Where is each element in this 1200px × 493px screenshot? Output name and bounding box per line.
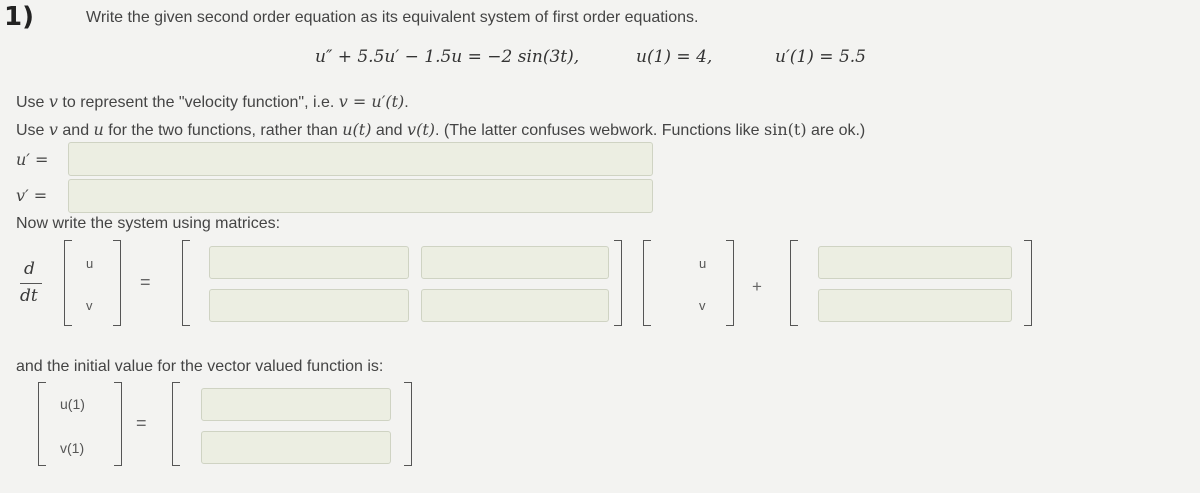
matrix-a-bracket-open [182,240,190,326]
v-prime-input[interactable] [68,179,653,213]
vector-u-label-2: u [699,256,707,271]
differential-equation: u″ + 5.5u′ − 1.5u = −2 sin(3t), [315,47,580,67]
matrix-intro: Now write the system using matrices: [16,215,281,232]
forcing-2-input[interactable] [818,289,1012,322]
initial-vector-bracket-close [114,382,122,466]
matrix-a-bracket-close [614,240,622,326]
matrix-a-21-input[interactable] [209,289,409,322]
initial-value-bracket-open [172,382,180,466]
instruction-functions: Use v and u for the two functions, rather than u(t) and v(t). (The latter confuses webwork. Functions like sin(t) are ok.) [16,120,866,139]
initial-value-intro: and the initial value for the vector valued function is: [16,358,384,375]
right-vector-bracket-open [643,240,651,326]
vector-v-label: v [86,298,93,313]
derivative-numerator: d [24,259,35,279]
question-prompt: Write the given second order equation as its equivalent system of first order equations. [86,9,699,26]
left-vector-bracket-close [113,240,121,326]
initial-condition-u: u(1) = 4, [636,47,713,67]
instruction-velocity: Use v to represent the "velocity function", i.e. v = u′(t). [16,92,409,111]
v-prime-label: v′ = [16,186,48,205]
matrix-a-12-input[interactable] [421,246,609,279]
u-prime-label: u′ = [16,150,49,169]
question-number: 1) [4,2,34,32]
initial-value-1-input[interactable] [201,388,391,421]
initial-value-bracket-close [404,382,412,466]
matrix-equals-sign: = [140,272,151,292]
vector-v-label-2: v [699,298,706,313]
forcing-vector-bracket-open [790,240,798,326]
forcing-vector-bracket-close [1024,240,1032,326]
matrix-a-22-input[interactable] [421,289,609,322]
vector-u-label: u [86,256,94,271]
initial-v1-label: v(1) [60,440,85,456]
plus-sign: + [752,277,762,296]
matrix-a-11-input[interactable] [209,246,409,279]
initial-condition-du: u′(1) = 5.5 [775,47,866,67]
initial-value-2-input[interactable] [201,431,391,464]
fraction-bar [20,283,42,284]
left-vector-bracket-open [64,240,72,326]
u-prime-input[interactable] [68,142,653,176]
right-vector-bracket-close [726,240,734,326]
forcing-1-input[interactable] [818,246,1012,279]
initial-vector-bracket-open [38,382,46,466]
initial-u1-label: u(1) [60,396,85,412]
initial-equals-sign: = [136,413,147,433]
derivative-denominator: dt [20,286,38,306]
